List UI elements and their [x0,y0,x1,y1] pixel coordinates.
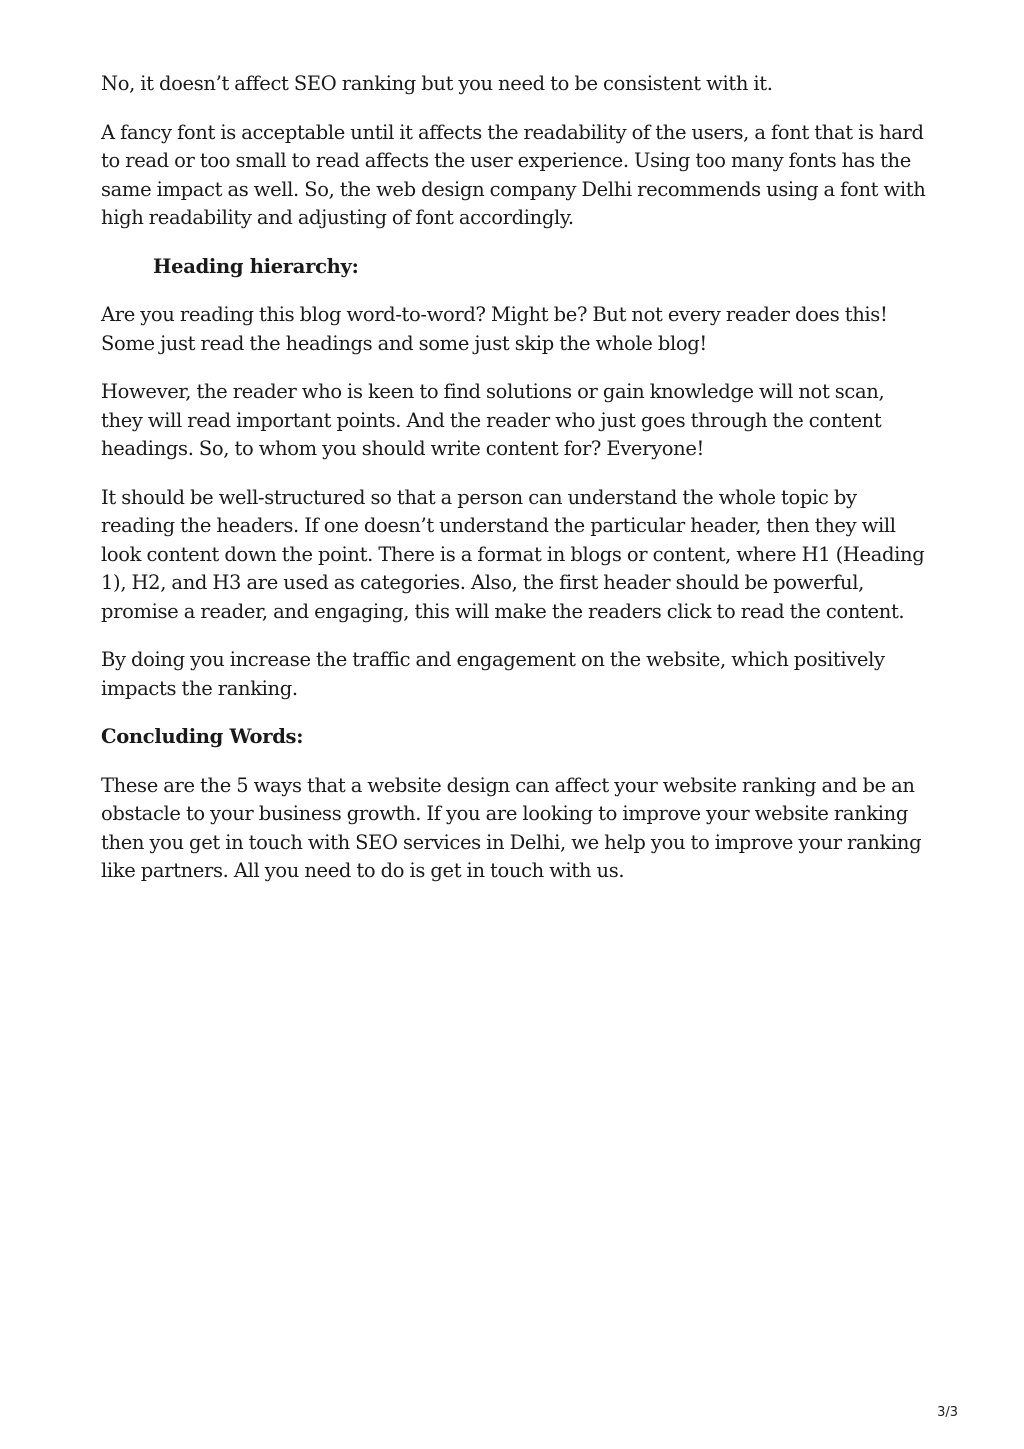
paragraph-keen-reader: However, the reader who is keen to find solutions or gain knowledge will not scan, they will read important points. And the reader who just goes through the content headings. So, to whom you should write content for? Everyone! [101,380,885,460]
document-body [101,70,927,906]
paragraph-reading-blog: Are you reading this blog word-to-word? Might be? But not every reader does this! Some just read the headings and some just skip the whole blog! [101,303,888,355]
heading-hierarchy: Heading hierarchy: [153,254,359,278]
heading-concluding-words: Concluding Words: [101,725,304,748]
paragraph-seo-consistency: No, it doesn’t affect SEO ranking but you need to be consistent with it. [101,72,773,95]
paragraph-well-structured: It should be well-structured so that a person can understand the whole topic by reading the headers. If one doesn’t understand the particular header, then they will look content down the point. There is a format in blogs or content, where H1 (Heading 1), H2, and H3 are used as categories. Also, the first header should be powerful, promise a reader, and engaging, this will make the readers click to read the content. [101,485,925,623]
page-number: 3/3 [937,1405,958,1420]
paragraph-conclusion: These are the 5 ways that a website design can affect your website ranking and be an obstacle to your business growth. If you are looking to improve your website ranking then you get in touch with SEO services in Delhi, we help you to improve your ranking like partners. All you need to do is get in touch with us. [101,773,922,882]
paragraph-traffic-engagement: By doing you increase the traffic and engagement on the website, which positively impacts the ranking. [101,648,885,700]
paragraph-fancy-font: A fancy font is acceptable until it affects the readability of the users, a font that is hard to read or too small to read affects the user experience. Using too many fonts has the same impact as well. So, the web design company Delhi recommends using a font with high readability and adjusting of font accordingly. [101,120,926,229]
